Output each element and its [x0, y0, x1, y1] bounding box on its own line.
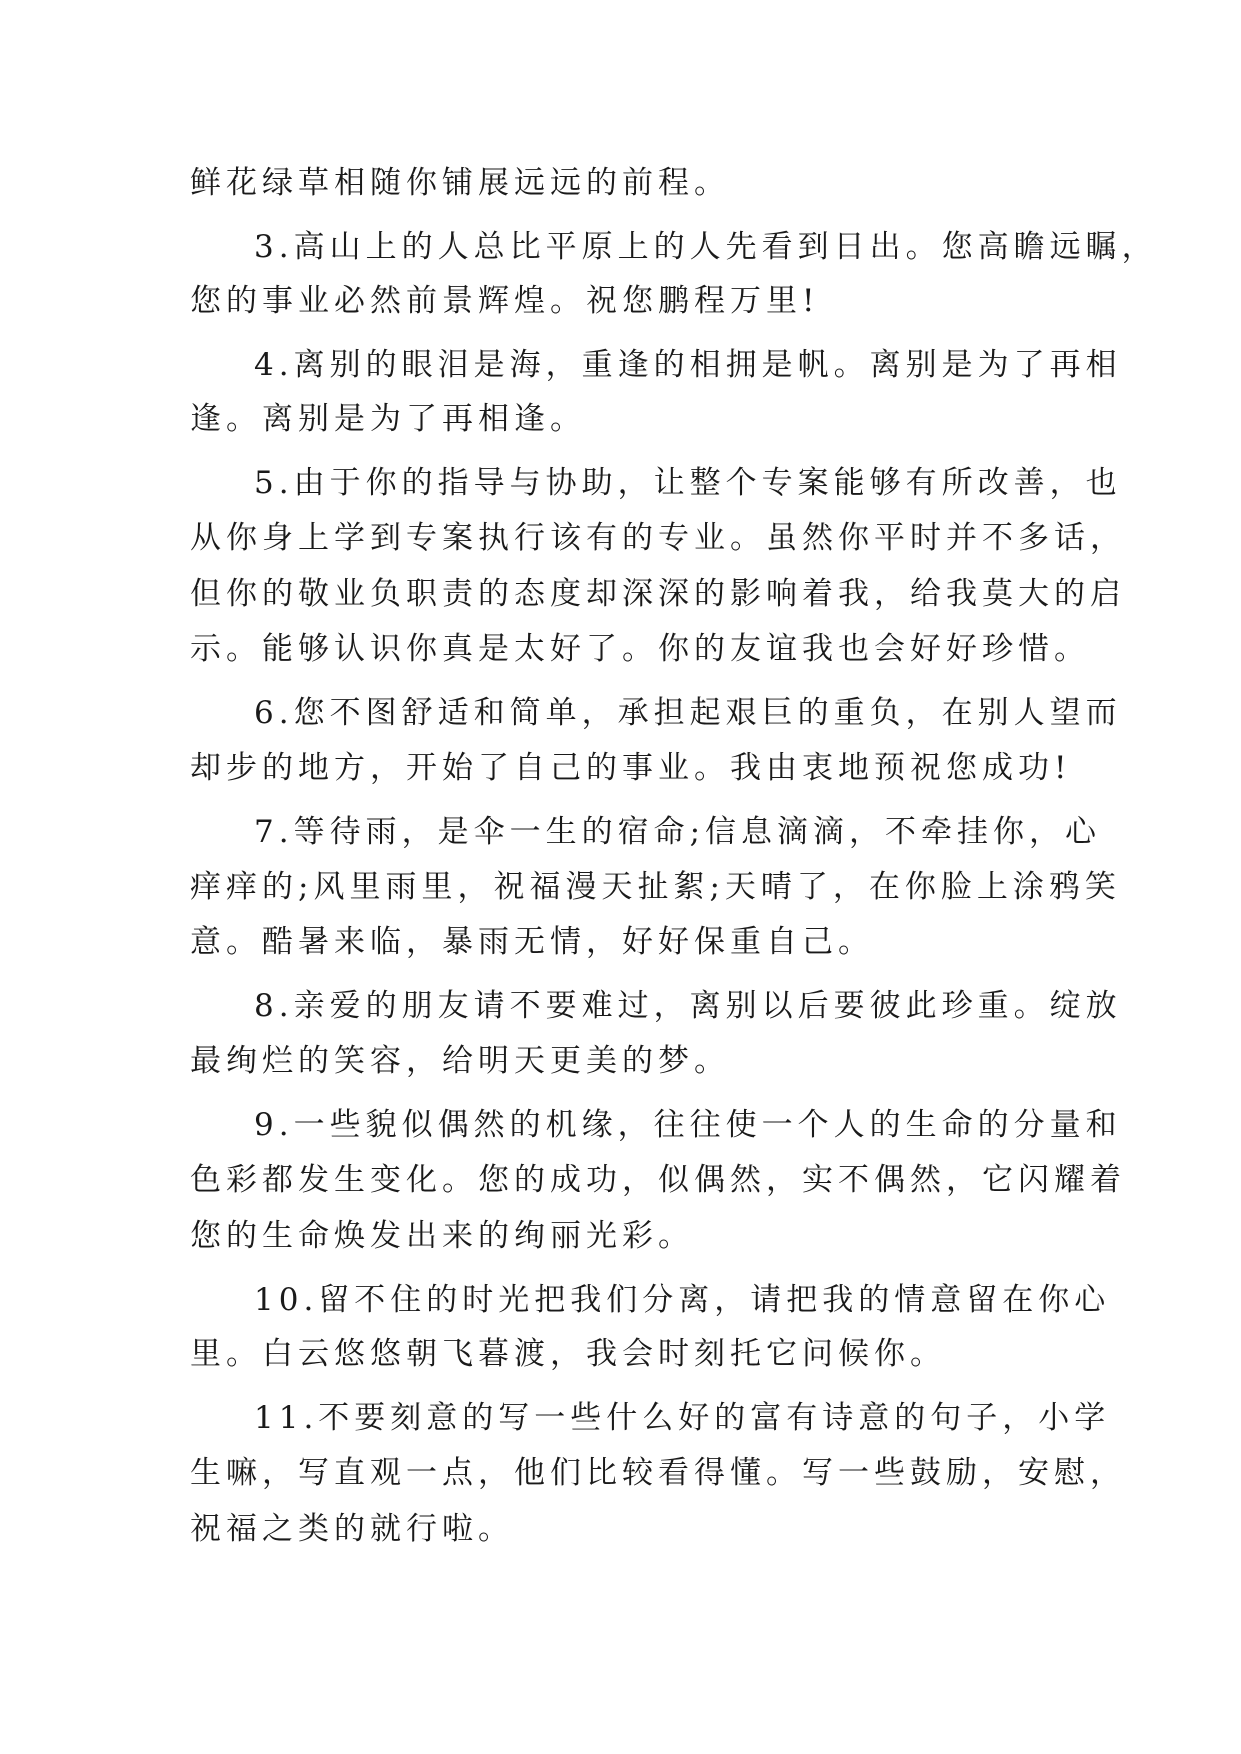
text-line: 11.不要刻意的写一些什么好的富有诗意的句子，小学 — [254, 1400, 1111, 1436]
text-line: 10.留不住的时光把我们分离，请把我的情意留在你心 — [254, 1282, 1111, 1318]
text-line: 生嘛，写直观一点，他们比较看得懂。写一些鼓励，安慰， — [190, 1455, 1126, 1491]
text-line: 鲜花绿草相随你铺展远远的前程。 — [190, 165, 730, 201]
text-line: 7.等待雨，是伞一生的宿命;信息滴滴，不牵挂你，心 — [254, 814, 1102, 850]
text-line: 4.离别的眼泪是海，重逢的相拥是帆。离别是为了再相 — [254, 347, 1122, 383]
text-line: 6.您不图舒适和简单，承担起艰巨的重负，在别人望而 — [254, 695, 1122, 731]
text-line: 但你的敬业负职责的态度却深深的影响着我，给我莫大的启 — [190, 576, 1126, 612]
text-line: 您的事业必然前景辉煌。祝您鹏程万里! — [190, 283, 820, 319]
text-line: 色彩都发生变化。您的成功，似偶然，实不偶然，它闪耀着 — [190, 1162, 1126, 1198]
text-line: 却步的地方，开始了自己的事业。我由衷地预祝您成功! — [190, 750, 1072, 786]
text-line: 意。酷暑来临，暴雨无情，好好保重自己。 — [190, 924, 874, 960]
text-line: 里。白云悠悠朝飞暮渡，我会时刻托它问候你。 — [190, 1336, 946, 1372]
text-line: 8.亲爱的朋友请不要难过，离别以后要彼此珍重。绽放 — [254, 988, 1122, 1024]
text-line: 示。能够认识你真是太好了。你的友谊我也会好好珍惜。 — [190, 631, 1090, 667]
text-line: 3.高山上的人总比平原上的人先看到日出。您高瞻远瞩， — [254, 229, 1158, 265]
text-line: 痒痒的;风里雨里，祝福漫天扯絮;天晴了，在你脸上涂鸦笑 — [190, 869, 1121, 905]
text-line: 从你身上学到专案执行该有的专业。虽然你平时并不多话， — [190, 520, 1126, 556]
text-line: 祝福之类的就行啦。 — [190, 1511, 514, 1547]
text-line: 您的生命焕发出来的绚丽光彩。 — [190, 1218, 694, 1254]
text-line: 5.由于你的指导与协助，让整个专案能够有所改善，也 — [254, 465, 1122, 501]
text-line: 9.一些貌似偶然的机缘，往往使一个人的生命的分量和 — [254, 1107, 1122, 1143]
text-line: 逢。离别是为了再相逢。 — [190, 401, 586, 437]
text-line: 最绚烂的笑容，给明天更美的梦。 — [190, 1043, 730, 1079]
